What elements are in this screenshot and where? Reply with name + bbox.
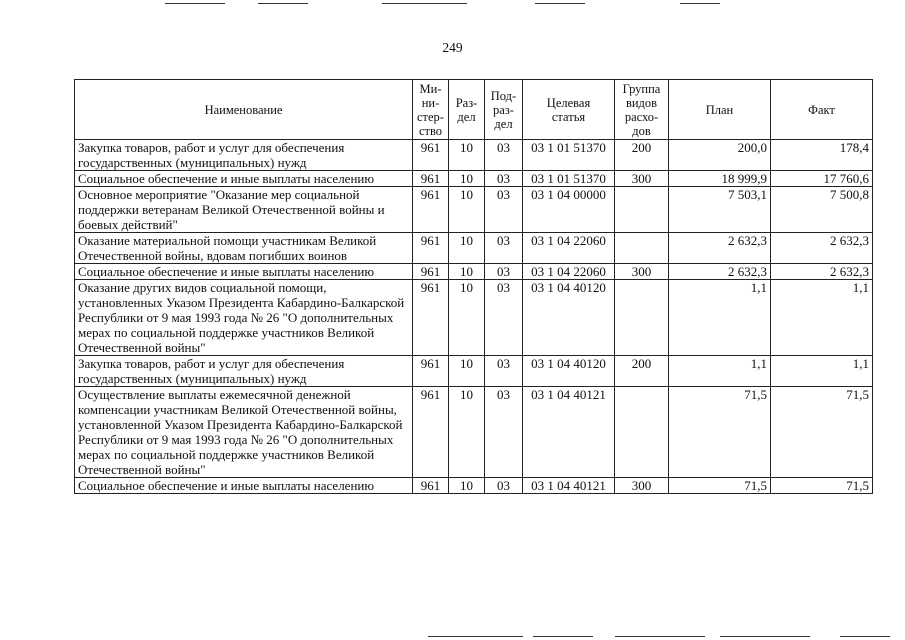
scan-artifact-top xyxy=(382,3,467,4)
table-row xyxy=(75,171,873,187)
scan-artifact-bottom xyxy=(533,636,593,637)
cell-plan: 200,0 xyxy=(669,140,771,171)
cell-plan: 1,1 xyxy=(669,280,771,356)
cell-expense-group xyxy=(615,187,669,233)
scan-artifact-top xyxy=(258,3,308,4)
cell-subsection: 03 xyxy=(485,387,523,478)
cell-target: 03 1 04 40120 xyxy=(523,356,615,387)
scan-artifact-bottom xyxy=(840,636,890,637)
cell-expense-group: 200 xyxy=(615,140,669,171)
cell-target: 03 1 04 22060 xyxy=(523,264,615,280)
table-row xyxy=(75,233,873,264)
cell-subsection: 03 xyxy=(485,280,523,356)
cell-ministry: 961 xyxy=(413,187,449,233)
scan-artifact-top xyxy=(680,3,720,4)
table-row xyxy=(75,187,873,233)
cell-expense-group: 200 xyxy=(615,356,669,387)
cell-plan: 71,5 xyxy=(669,478,771,494)
cell-plan: 7 503,1 xyxy=(669,187,771,233)
cell-subsection: 03 xyxy=(485,171,523,187)
table-row xyxy=(75,280,873,356)
scan-artifact-top xyxy=(535,3,585,4)
cell-expense-group: 300 xyxy=(615,171,669,187)
cell-target: 03 1 01 51370 xyxy=(523,171,615,187)
table-row xyxy=(75,140,873,171)
budget-table xyxy=(74,79,873,494)
budget-table-container xyxy=(74,79,873,494)
scan-artifact-bottom xyxy=(720,636,810,637)
cell-fact: 1,1 xyxy=(771,280,873,356)
cell-subsection: 03 xyxy=(485,140,523,171)
cell-target: 03 1 04 40121 xyxy=(523,387,615,478)
cell-target: 03 1 04 40121 xyxy=(523,478,615,494)
scan-artifact-bottom xyxy=(615,636,705,637)
table-header-row xyxy=(75,80,873,140)
cell-fact: 2 632,3 xyxy=(771,233,873,264)
cell-section: 10 xyxy=(449,356,485,387)
cell-section: 10 xyxy=(449,387,485,478)
cell-name: Социальное обеспечение и иные выплаты населению xyxy=(75,478,413,494)
cell-section: 10 xyxy=(449,171,485,187)
header-subsection: Под- раз- дел xyxy=(485,80,523,140)
cell-ministry: 961 xyxy=(413,140,449,171)
cell-subsection: 03 xyxy=(485,478,523,494)
cell-subsection: 03 xyxy=(485,233,523,264)
cell-target: 03 1 04 40120 xyxy=(523,280,615,356)
cell-ministry: 961 xyxy=(413,356,449,387)
cell-name: Социальное обеспечение и иные выплаты населению xyxy=(75,171,413,187)
cell-target: 03 1 01 51370 xyxy=(523,140,615,171)
header-target: Целевая статья xyxy=(523,80,615,140)
table-row xyxy=(75,478,873,494)
cell-subsection: 03 xyxy=(485,187,523,233)
cell-plan: 18 999,9 xyxy=(669,171,771,187)
cell-target: 03 1 04 22060 xyxy=(523,233,615,264)
cell-section: 10 xyxy=(449,233,485,264)
table-row xyxy=(75,387,873,478)
header-fact: Факт xyxy=(771,80,873,140)
header-plan: План xyxy=(669,80,771,140)
scan-artifact-top xyxy=(165,3,225,4)
cell-ministry: 961 xyxy=(413,478,449,494)
cell-section: 10 xyxy=(449,280,485,356)
cell-expense-group xyxy=(615,233,669,264)
cell-section: 10 xyxy=(449,187,485,233)
cell-expense-group: 300 xyxy=(615,264,669,280)
cell-ministry: 961 xyxy=(413,233,449,264)
cell-name: Закупка товаров, работ и услуг для обеспечения государственных (муниципальных) нужд xyxy=(75,356,413,387)
cell-expense-group: 300 xyxy=(615,478,669,494)
cell-plan: 71,5 xyxy=(669,387,771,478)
cell-plan: 1,1 xyxy=(669,356,771,387)
cell-fact: 1,1 xyxy=(771,356,873,387)
cell-fact: 7 500,8 xyxy=(771,187,873,233)
cell-ministry: 961 xyxy=(413,280,449,356)
cell-section: 10 xyxy=(449,264,485,280)
table-row xyxy=(75,356,873,387)
header-name: Наименование xyxy=(75,80,413,140)
cell-ministry: 961 xyxy=(413,387,449,478)
cell-fact: 178,4 xyxy=(771,140,873,171)
cell-expense-group xyxy=(615,387,669,478)
cell-subsection: 03 xyxy=(485,356,523,387)
scan-artifact-bottom xyxy=(428,636,523,637)
page-number: 249 xyxy=(442,40,463,55)
header-ministry: Ми- ни- стер- ство xyxy=(413,80,449,140)
cell-plan: 2 632,3 xyxy=(669,264,771,280)
cell-name: Социальное обеспечение и иные выплаты населению xyxy=(75,264,413,280)
cell-plan: 2 632,3 xyxy=(669,233,771,264)
cell-expense-group xyxy=(615,280,669,356)
cell-name: Осуществление выплаты ежемесячной денежной компенсации участникам Великой Отечественной войны, установленной Указом Президента Кабардино-Балкарской Республики от 9 мая 1993 года № 26 "О дополнительных мерах по социальной поддержке участников Великой Отечественной войны" xyxy=(75,387,413,478)
cell-section: 10 xyxy=(449,140,485,171)
cell-target: 03 1 04 00000 xyxy=(523,187,615,233)
cell-section: 10 xyxy=(449,478,485,494)
cell-fact: 2 632,3 xyxy=(771,264,873,280)
cell-fact: 17 760,6 xyxy=(771,171,873,187)
cell-fact: 71,5 xyxy=(771,387,873,478)
cell-name: Оказание материальной помощи участникам Великой Отечественной войны, вдовам погибших воинов xyxy=(75,233,413,264)
cell-name: Основное мероприятие "Оказание мер социальной поддержки ветеранам Великой Отечественной войны и боевых действий" xyxy=(75,187,413,233)
cell-fact: 71,5 xyxy=(771,478,873,494)
cell-subsection: 03 xyxy=(485,264,523,280)
cell-name: Оказание других видов социальной помощи, установленных Указом Президента Кабардино-Балкарской Республики от 9 мая 1993 года № 26 "О дополнительных мерах по социальной поддержке участников Великой Отечественной войны" xyxy=(75,280,413,356)
table-row xyxy=(75,264,873,280)
cell-name: Закупка товаров, работ и услуг для обеспечения государственных (муниципальных) нужд xyxy=(75,140,413,171)
header-section: Раз- дел xyxy=(449,80,485,140)
header-expense-group: Группа видов расхо- дов xyxy=(615,80,669,140)
cell-ministry: 961 xyxy=(413,171,449,187)
cell-ministry: 961 xyxy=(413,264,449,280)
